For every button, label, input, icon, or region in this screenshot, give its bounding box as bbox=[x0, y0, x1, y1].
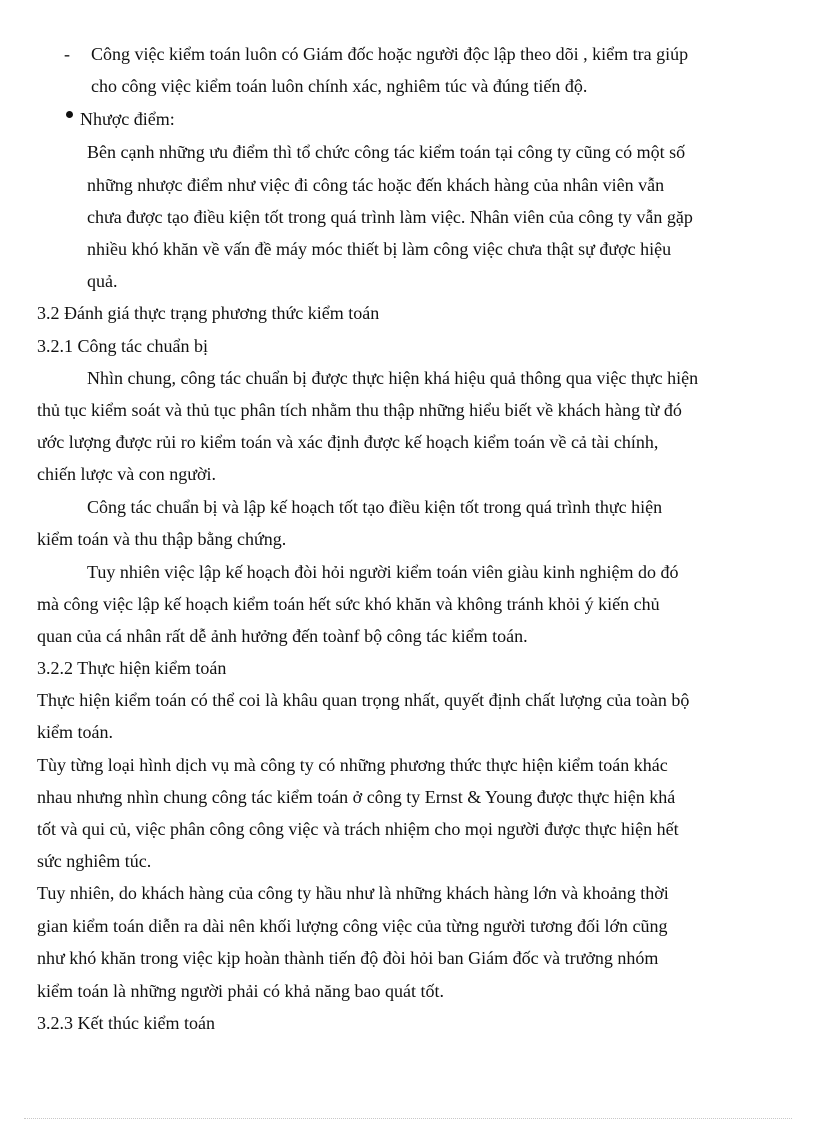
list-item-line: cho công việc kiểm toán luôn chính xác, nghiêm túc và đúng tiến độ. bbox=[91, 76, 588, 96]
paragraph-line: mà công việc lập kế hoạch kiểm toán hết sức khó khăn và không tránh khỏi ý kiến chủ bbox=[37, 594, 660, 614]
paragraph-line: nhau nhưng nhìn chung công tác kiểm toán ở công ty Ernst & Young được thực hiện khá bbox=[37, 787, 676, 807]
paragraph-line: kiểm toán và thu thập bằng chứng. bbox=[37, 529, 287, 549]
bullet-icon bbox=[66, 111, 73, 118]
paragraph-line: kiểm toán là những người phải có khả năng bao quát tốt. bbox=[37, 981, 444, 1001]
page-bottom-rule bbox=[24, 1118, 792, 1119]
dash-list-marker: - bbox=[64, 44, 70, 64]
section-heading-3-2-3: 3.2.3 Kết thúc kiểm toán bbox=[37, 1013, 215, 1033]
paragraph-line: Thực hiện kiểm toán có thể coi là khâu quan trọng nhất, quyết định chất lượng của toàn bộ bbox=[37, 690, 690, 710]
paragraph-line: thủ tục kiểm soát và thủ tục phân tích nhằm thu thập những hiểu biết về khách hàng từ đó bbox=[37, 400, 682, 420]
paragraph-line: quan của cá nhân rất dễ ảnh hưởng đến toànf bộ công tác kiểm toán. bbox=[37, 626, 528, 646]
paragraph-line: như khó khăn trong việc kịp hoàn thành tiến độ đòi hỏi ban Giám đốc và trưởng nhóm bbox=[37, 948, 659, 968]
paragraph-line: Bên cạnh những ưu điểm thì tổ chức công tác kiểm toán tại công ty cũng có một số bbox=[87, 142, 686, 162]
paragraph-line: Tuy nhiên, do khách hàng của công ty hầu như là những khách hàng lớn và khoảng thời bbox=[37, 883, 669, 903]
paragraph-line: sức nghiêm túc. bbox=[37, 851, 152, 871]
paragraph-line: Tuy nhiên việc lập kế hoạch đòi hỏi người kiểm toán viên giàu kinh nghiệm do đó bbox=[87, 562, 679, 582]
paragraph-line: nhiều khó khăn về vấn đề máy móc thiết bị làm công việc chưa thật sự được hiệu bbox=[87, 239, 672, 259]
paragraph-line: gian kiểm toán diễn ra dài nên khối lượng công việc của từng người tương đối lớn cũng bbox=[37, 916, 668, 936]
paragraph-line: những nhược điểm như việc đi công tác hoặc đến khách hàng của nhân viên vẫn bbox=[87, 175, 665, 195]
section-heading-3-2-2: 3.2.2 Thực hiện kiểm toán bbox=[37, 658, 227, 678]
paragraph-line: chiến lược và con người. bbox=[37, 464, 216, 484]
paragraph-line: chưa được tạo điều kiện tốt trong quá trình làm việc. Nhân viên của công ty vẫn gặp bbox=[87, 207, 693, 227]
list-item-line: Công việc kiểm toán luôn có Giám đốc hoặc người độc lập theo dõi , kiểm tra giúp bbox=[91, 44, 689, 64]
paragraph-line: kiểm toán. bbox=[37, 722, 113, 742]
paragraph-line: quả. bbox=[87, 271, 118, 291]
paragraph-line: ước lượng được rủi ro kiểm toán và xác định được kế hoạch kiểm toán về cả tài chính, bbox=[37, 432, 659, 452]
paragraph-line: Công tác chuẩn bị và lập kế hoạch tốt tạo điều kiện tốt trong quá trình thực hiện bbox=[87, 497, 663, 517]
section-heading-weaknesses: Nhược điểm: bbox=[80, 109, 175, 129]
paragraph-line: tốt và qui củ, việc phân công công việc và trách nhiệm cho mọi người được thực hiện hết bbox=[37, 819, 679, 839]
paragraph-line: Tùy từng loại hình dịch vụ mà công ty có những phương thức thực hiện kiểm toán khác bbox=[37, 755, 668, 775]
paragraph-line: Nhìn chung, công tác chuẩn bị được thực hiện khá hiệu quả thông qua việc thực hiện bbox=[87, 368, 699, 388]
section-heading-3-2: 3.2 Đánh giá thực trạng phương thức kiểm toán bbox=[37, 303, 380, 323]
section-heading-3-2-1: 3.2.1 Công tác chuẩn bị bbox=[37, 336, 208, 356]
